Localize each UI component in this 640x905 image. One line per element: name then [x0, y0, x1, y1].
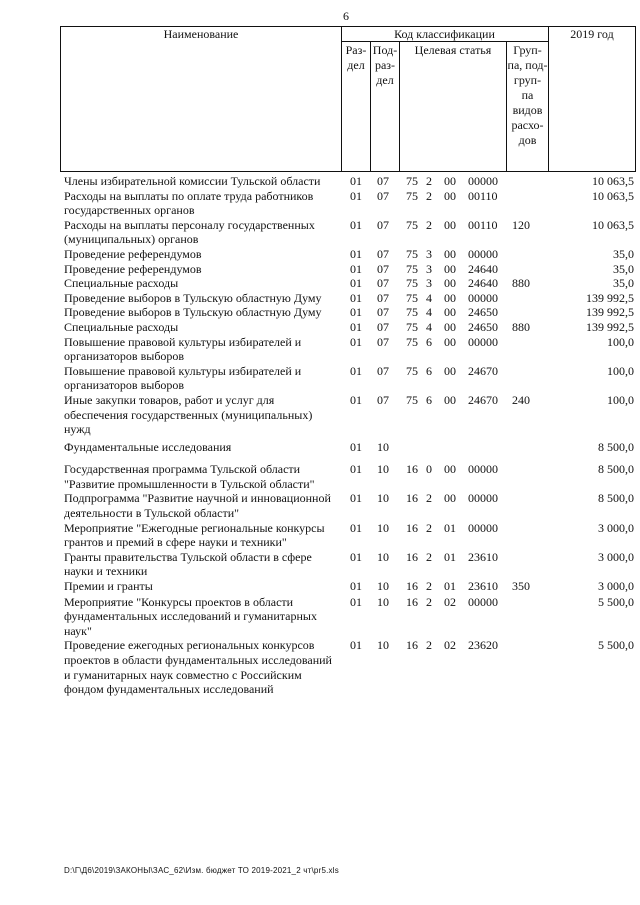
podrazdel-cell: 07: [377, 363, 389, 378]
target-program-cell: 16: [406, 520, 418, 535]
podrazdel-cell: 07: [377, 188, 389, 203]
target-direction-cell: 00000: [468, 462, 498, 477]
target-program-cell: 16: [406, 462, 418, 477]
target-program-cell: 16: [406, 579, 418, 594]
row-name: Проведение выборов в Тульскую областную Думу: [64, 290, 322, 305]
table-row: [60, 262, 636, 277]
row-name: Государственная программа Тульской области "Развитие промышленности в Тульской области": [64, 462, 315, 491]
amount-cell: 10 063,5: [592, 174, 634, 188]
row-name: Подпрограмма "Развитие научной и инновационной деятельности в Тульской области": [64, 491, 331, 521]
amount-cell: 139 992,5: [586, 305, 634, 320]
table-row: [60, 218, 636, 247]
amount-cell: 100,0: [607, 334, 634, 349]
razdel-cell: 01: [350, 549, 362, 564]
target-direction-cell: 23620: [468, 638, 498, 653]
razdel-cell: 01: [350, 319, 362, 334]
target-direction-cell: 00000: [468, 174, 498, 188]
amount-cell: 139 992,5: [586, 319, 634, 334]
amount-cell: 35,0: [613, 261, 634, 276]
target-event-cell: 01: [444, 579, 456, 594]
target-event-cell: 00: [444, 174, 456, 188]
target-direction-cell: 24650: [468, 319, 498, 334]
row-name: Проведение ежегодных региональных конкурсов проектов в области фундаментальных исследований и гуманитарных наук совместно с Российским фондом фундаментальных исследований: [64, 638, 332, 697]
podrazdel-cell: 07: [377, 246, 389, 261]
razdel-cell: 01: [350, 579, 362, 594]
table-row: [60, 595, 636, 639]
target-program-cell: 75: [406, 188, 418, 203]
amount-cell: 8 500,0: [598, 439, 634, 454]
amount-cell: 139 992,5: [586, 290, 634, 305]
target-subprogram-cell: 2: [426, 188, 432, 203]
target-direction-cell: 24670: [468, 363, 498, 378]
table-body: [60, 174, 636, 697]
target-subprogram-cell: 2: [426, 549, 432, 564]
target-program-cell: 75: [406, 174, 418, 188]
target-event-cell: 02: [444, 594, 456, 609]
razdel-cell: 01: [350, 246, 362, 261]
page-number: 6: [343, 9, 349, 23]
target-direction-cell: 00110: [468, 188, 498, 203]
target-subprogram-cell: 4: [426, 290, 432, 305]
target-subprogram-cell: 2: [426, 174, 432, 188]
target-program-cell: 75: [406, 319, 418, 334]
expense-group-cell: 120: [512, 217, 530, 232]
table-row: [60, 440, 636, 455]
target-program-cell: 16: [406, 594, 418, 609]
header-target: Целевая статья: [414, 43, 492, 57]
row-name: Мероприятие "Конкурсы проектов в области фундаментальных исследований и гуманитарных наук": [64, 594, 317, 638]
amount-cell: 100,0: [607, 363, 634, 378]
table-row: [60, 579, 636, 594]
target-program-cell: 16: [406, 491, 418, 506]
row-name: Премии и гранты: [64, 579, 153, 594]
table-header: [60, 26, 636, 172]
target-event-cell: 00: [444, 246, 456, 261]
row-name: Проведение референдумов: [64, 246, 202, 261]
razdel-cell: 01: [350, 217, 362, 232]
target-program-cell: 75: [406, 217, 418, 232]
podrazdel-cell: 07: [377, 261, 389, 276]
razdel-cell: 01: [350, 439, 362, 454]
target-program-cell: 75: [406, 392, 418, 407]
target-subprogram-cell: 2: [426, 638, 432, 653]
row-name: Проведение референдумов: [64, 261, 202, 276]
razdel-cell: 01: [350, 290, 362, 305]
expense-group-cell: 240: [512, 392, 530, 407]
target-event-cell: 00: [444, 363, 456, 378]
target-event-cell: 00: [444, 261, 456, 276]
podrazdel-cell: 07: [377, 334, 389, 349]
row-name: Иные закупки товаров, работ и услуг для обеспечения государственных (муниципальных) нужд: [64, 392, 313, 437]
podrazdel-cell: 10: [377, 462, 389, 477]
row-name: Повышение правовой культуры избирателей и организаторов выборов: [64, 363, 302, 393]
target-subprogram-cell: 2: [426, 491, 432, 506]
target-direction-cell: 00000: [468, 334, 498, 349]
podrazdel-cell: 10: [377, 638, 389, 653]
target-event-cell: 00: [444, 276, 456, 291]
target-subprogram-cell: 3: [426, 261, 432, 276]
amount-cell: 35,0: [613, 276, 634, 291]
razdel-cell: 01: [350, 261, 362, 276]
target-direction-cell: 00000: [468, 594, 498, 609]
razdel-cell: 01: [350, 638, 362, 653]
amount-cell: 3 000,0: [598, 579, 634, 594]
table-row: [60, 189, 636, 218]
target-event-cell: 00: [444, 319, 456, 334]
table-row: [60, 291, 636, 306]
target-subprogram-cell: 0: [426, 462, 432, 477]
target-direction-cell: 24640: [468, 276, 498, 291]
podrazdel-cell: 07: [377, 305, 389, 320]
podrazdel-cell: 10: [377, 549, 389, 564]
target-direction-cell: 23610: [468, 549, 498, 564]
target-program-cell: 75: [406, 305, 418, 320]
razdel-cell: 01: [350, 305, 362, 320]
amount-cell: 100,0: [607, 392, 634, 407]
row-name: Мероприятие "Ежегодные региональные конкурсы грантов и премий в сфере науки и техники": [64, 520, 325, 550]
target-program-cell: 16: [406, 549, 418, 564]
amount-cell: 3 000,0: [598, 520, 634, 535]
target-event-cell: 00: [444, 217, 456, 232]
table-row: [60, 320, 636, 335]
podrazdel-cell: 07: [377, 392, 389, 407]
target-direction-cell: 23610: [468, 579, 498, 594]
target-event-cell: 01: [444, 520, 456, 535]
target-event-cell: 00: [444, 290, 456, 305]
target-subprogram-cell: 3: [426, 276, 432, 291]
target-event-cell: 00: [444, 334, 456, 349]
amount-cell: 5 500,0: [598, 638, 634, 653]
target-program-cell: 75: [406, 246, 418, 261]
razdel-cell: 01: [350, 174, 362, 188]
row-name: Специальные расходы: [64, 319, 179, 334]
target-subprogram-cell: 2: [426, 594, 432, 609]
razdel-cell: 01: [350, 594, 362, 609]
target-program-cell: 75: [406, 290, 418, 305]
table-row: [60, 276, 636, 291]
razdel-cell: 01: [350, 188, 362, 203]
target-event-cell: 00: [444, 491, 456, 506]
amount-cell: 3 000,0: [598, 549, 634, 564]
podrazdel-cell: 07: [377, 174, 389, 188]
table-row: [60, 638, 636, 696]
podrazdel-cell: 07: [377, 217, 389, 232]
target-event-cell: 00: [444, 392, 456, 407]
target-subprogram-cell: 6: [426, 392, 432, 407]
amount-cell: 10 063,5: [592, 217, 634, 232]
target-event-cell: 00: [444, 188, 456, 203]
target-subprogram-cell: 3: [426, 246, 432, 261]
target-subprogram-cell: 6: [426, 334, 432, 349]
row-name: Члены избирательной комиссии Тульской области: [64, 174, 321, 188]
target-event-cell: 00: [444, 305, 456, 320]
row-name: Проведение выборов в Тульскую областную Думу: [64, 305, 322, 320]
razdel-cell: 01: [350, 491, 362, 506]
target-direction-cell: 00000: [468, 290, 498, 305]
razdel-cell: 01: [350, 363, 362, 378]
expense-group-cell: 350: [512, 579, 530, 594]
target-subprogram-cell: 4: [426, 319, 432, 334]
target-direction-cell: 00000: [468, 246, 498, 261]
amount-cell: 35,0: [613, 246, 634, 261]
target-subprogram-cell: 2: [426, 520, 432, 535]
razdel-cell: 01: [350, 520, 362, 535]
target-direction-cell: 00000: [468, 491, 498, 506]
expense-group-cell: 880: [512, 276, 530, 291]
table-row: [60, 491, 636, 520]
razdel-cell: 01: [350, 334, 362, 349]
podrazdel-cell: 10: [377, 439, 389, 454]
table-row: [60, 521, 636, 550]
row-name: Повышение правовой культуры избирателей и организаторов выборов: [64, 334, 302, 364]
podrazdel-cell: 07: [377, 276, 389, 291]
header-group: Груп- па, под- груп- па видов расхо- дов: [507, 43, 548, 147]
table-row: [60, 305, 636, 320]
target-event-cell: 02: [444, 638, 456, 653]
amount-cell: 10 063,5: [592, 188, 634, 203]
podrazdel-cell: 10: [377, 520, 389, 535]
table-row: [60, 335, 636, 364]
podrazdel-cell: 10: [377, 491, 389, 506]
file-path-footer: D:\Г\Д6\2019\ЗАКОНЫ\ЗАС_62\Изм. бюджет ТО 2019-2021_2 чт\pr5.xls: [64, 866, 339, 875]
target-subprogram-cell: 4: [426, 305, 432, 320]
row-name: Фундаментальные исследования: [64, 439, 232, 454]
amount-cell: 8 500,0: [598, 462, 634, 477]
podrazdel-cell: 10: [377, 594, 389, 609]
target-subprogram-cell: 2: [426, 579, 432, 594]
target-direction-cell: 00110: [468, 217, 498, 232]
target-program-cell: 75: [406, 276, 418, 291]
header-razdel: Раз- дел: [345, 43, 367, 72]
target-program-cell: 16: [406, 638, 418, 653]
table-row: [60, 462, 636, 491]
header-code: Код классификации: [394, 27, 495, 41]
amount-cell: 8 500,0: [598, 491, 634, 506]
expense-group-cell: 880: [512, 319, 530, 334]
target-direction-cell: 24670: [468, 392, 498, 407]
target-event-cell: 00: [444, 462, 456, 477]
row-name: Специальные расходы: [64, 276, 179, 291]
target-direction-cell: 24650: [468, 305, 498, 320]
target-subprogram-cell: 2: [426, 217, 432, 232]
target-program-cell: 75: [406, 334, 418, 349]
target-subprogram-cell: 6: [426, 363, 432, 378]
table-row: [60, 247, 636, 262]
header-name: Наименование: [163, 27, 239, 41]
table-row: [60, 174, 636, 189]
table-row: [60, 364, 636, 393]
header-year: 2019 год: [570, 27, 614, 41]
target-event-cell: 01: [444, 549, 456, 564]
podrazdel-cell: 10: [377, 579, 389, 594]
row-name: Расходы на выплаты персоналу государственных (муниципальных) органов: [64, 217, 315, 247]
table-row: [60, 550, 636, 579]
razdel-cell: 01: [350, 392, 362, 407]
row-name: Гранты правительства Тульской области в сфере науки и техники: [64, 549, 312, 579]
podrazdel-cell: 07: [377, 290, 389, 305]
target-direction-cell: 24640: [468, 261, 498, 276]
target-direction-cell: 00000: [468, 520, 498, 535]
podrazdel-cell: 07: [377, 319, 389, 334]
razdel-cell: 01: [350, 276, 362, 291]
row-name: Расходы на выплаты по оплате труда работников государственных органов: [64, 188, 314, 218]
razdel-cell: 01: [350, 462, 362, 477]
header-podrazdel: Под- раз- дел: [372, 43, 398, 87]
target-program-cell: 75: [406, 363, 418, 378]
target-program-cell: 75: [406, 261, 418, 276]
amount-cell: 5 500,0: [598, 594, 634, 609]
table-row: [60, 393, 636, 437]
